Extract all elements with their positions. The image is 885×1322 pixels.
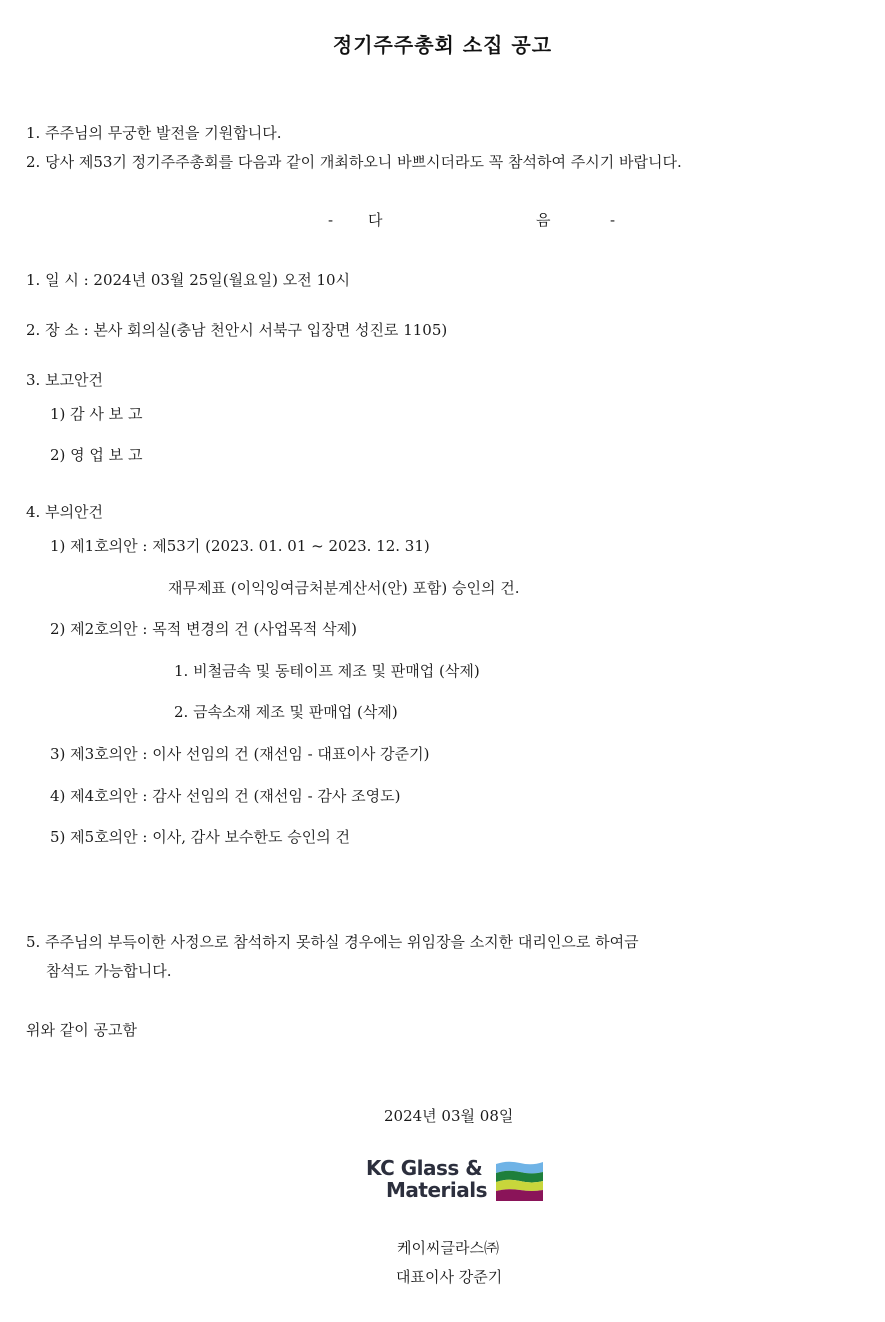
company-logo (366, 1157, 546, 1205)
report-agenda-item: 1) 감 사 보 고 (50, 405, 143, 423)
proxy-notice-line-1: 5. 주주님의 부득이한 사정으로 참석하지 못하실 경우에는 위임장을 소지한 대리인으로 하여금 (26, 933, 639, 951)
report-agenda-heading: 3. 보고안건 (26, 371, 104, 389)
agenda-3: 3) 제3호의안 : 이사 선임의 건 (재선임 - 대표이사 강준기) (50, 745, 430, 763)
resolution-agenda-heading: 4. 부의안건 (26, 503, 104, 521)
da-um-um: 음 (536, 211, 551, 229)
closing-statement: 위와 같이 공고함 (26, 1021, 137, 1039)
da-um-dash-right: - (610, 211, 616, 229)
agenda-1: 1) 제1호의안 : 제53기 (2023. 01. 01 ~ 2023. 12. 31) (50, 537, 430, 555)
logo-line-1: KC Glass & (366, 1156, 483, 1180)
da-um-dash-left: - (328, 211, 334, 229)
logo-stripes-icon (496, 1160, 543, 1201)
agenda-2: 2) 제2호의안 : 목적 변경의 건 (사업목적 삭제) (50, 620, 357, 638)
agenda-1-detail: 재무제표 (이익잉여금처분계산서(안) 포함) 승인의 건. (168, 579, 520, 597)
intro-line-1: 1. 주주님의 무궁한 발전을 기원합니다. (26, 124, 282, 142)
da-um-da: 다 (368, 211, 383, 229)
agenda-2-sub-1: 1. 비철금속 및 동테이프 제조 및 판매업 (삭제) (174, 662, 480, 680)
notice-date: 2024년 03월 08일 (384, 1107, 514, 1125)
item-location: 2. 장 소 : 본사 회의실(충남 천안시 서북구 입장면 성진로 1105) (26, 321, 448, 339)
agenda-4: 4) 제4호의안 : 감사 선임의 건 (재선임 - 감사 조영도) (50, 787, 401, 805)
proxy-notice-line-2: 참석도 가능합니다. (46, 962, 172, 980)
page-title: 정기주주총회 소집 공고 (332, 33, 553, 57)
report-agenda-item: 2) 영 업 보 고 (50, 446, 143, 464)
agenda-5: 5) 제5호의안 : 이사, 감사 보수한도 승인의 건 (50, 828, 350, 846)
intro-line-2: 2. 당사 제53기 정기주주총회를 다음과 같이 개최하오니 바쁘시더라도 꼭 참석하여 주시기 바랍니다. (26, 153, 682, 171)
agenda-2-sub-2: 2. 금속소재 제조 및 판매업 (삭제) (174, 703, 398, 721)
item-datetime: 1. 일 시 : 2024년 03월 25일(월요일) 오전 10시 (26, 271, 351, 289)
logo-line-2: Materials (386, 1178, 487, 1202)
logo-wordmark (366, 1157, 491, 1201)
ceo-name: 대표이사 강준기 (396, 1268, 503, 1286)
company-name: 케이씨글라스㈜ (397, 1239, 499, 1257)
